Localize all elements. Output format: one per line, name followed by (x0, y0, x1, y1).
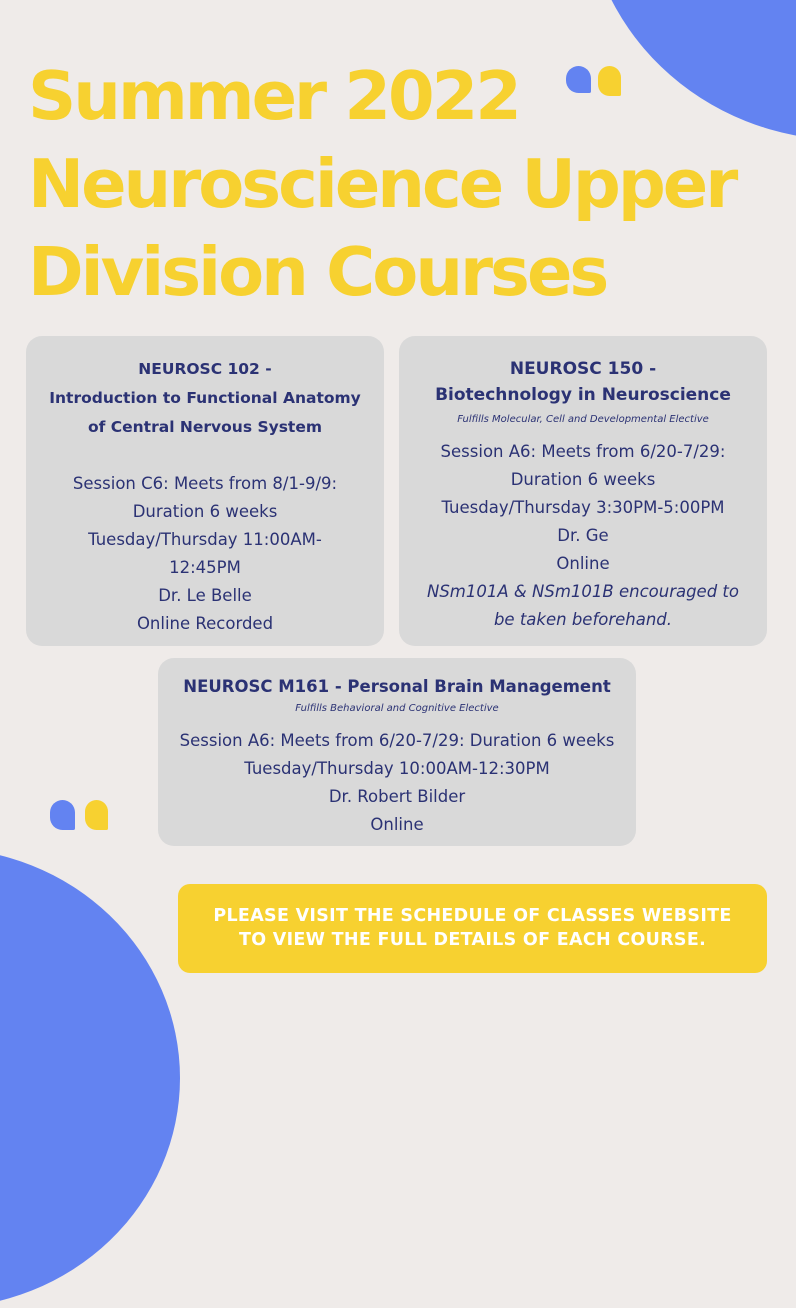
schedule-notice-banner (178, 884, 767, 973)
course-title-line-1: NEUROSC 102 - (138, 360, 272, 378)
course-instructor: Dr. Robert Bilder (328, 787, 466, 806)
quote-mark-yellow (598, 66, 621, 96)
course-prerequisite-note: NSm101A & NSm101B encouraged to (426, 582, 739, 601)
course-format: Online Recorded (136, 614, 274, 633)
course-card-neurosc-150 (399, 336, 767, 646)
notice-line-2: TO VIEW THE FULL DETAILS OF EACH COURSE. (238, 930, 707, 950)
course-duration: Duration 6 weeks (510, 470, 656, 489)
page-title (28, 52, 735, 316)
title-line-2: Neuroscience Upper (28, 145, 736, 223)
course-schedule-cont: 12:45PM (169, 558, 241, 577)
course-title-line-2: Introduction to Functional Anatomy (49, 389, 361, 407)
notice-line-1: PLEASE VISIT THE SCHEDULE OF CLASSES WEBSITE (213, 906, 732, 926)
course-elective-note: Fulfills Molecular, Cell and Developmental Elective (457, 414, 709, 425)
decorative-blob-bottom-left (0, 848, 180, 1308)
title-line-3: Division Courses (28, 233, 607, 311)
course-schedule: Tuesday/Thursday 3:30PM-5:00PM (441, 498, 725, 517)
course-session: Session A6: Meets from 6/20-7/29: Duration 6 weeks (179, 731, 615, 750)
course-session: Session A6: Meets from 6/20-7/29: (440, 442, 726, 461)
course-session: Session C6: Meets from 8/1-9/9: (72, 474, 338, 493)
title-line-1: Summer 2022 (28, 57, 519, 135)
course-card-neurosc-102 (26, 336, 384, 646)
course-card-neurosc-m161 (158, 658, 636, 846)
course-format: Online (556, 554, 610, 573)
quote-mark-blue (566, 66, 591, 93)
course-title-line-1: NEUROSC 150 - (509, 359, 657, 379)
quote-mark-yellow (85, 800, 108, 830)
course-title-line-2: Biotechnology in Neuroscience (435, 385, 731, 405)
quote-mark-blue (50, 800, 75, 830)
course-duration: Duration 6 weeks (132, 502, 278, 521)
course-instructor: Dr. Le Belle (158, 586, 252, 605)
course-format: Online (370, 815, 424, 834)
course-schedule: Tuesday/Thursday 11:00AM- (88, 530, 322, 549)
course-schedule: Tuesday/Thursday 10:00AM-12:30PM (244, 759, 550, 778)
course-instructor: Dr. Ge (557, 526, 609, 545)
course-title-line-3: of Central Nervous System (87, 418, 323, 436)
course-title: NEUROSC M161 - Personal Brain Management (183, 677, 611, 696)
course-elective-note: Fulfills Behavioral and Cognitive Elective (295, 703, 499, 714)
course-prerequisite-note-cont: be taken beforehand. (493, 610, 673, 629)
